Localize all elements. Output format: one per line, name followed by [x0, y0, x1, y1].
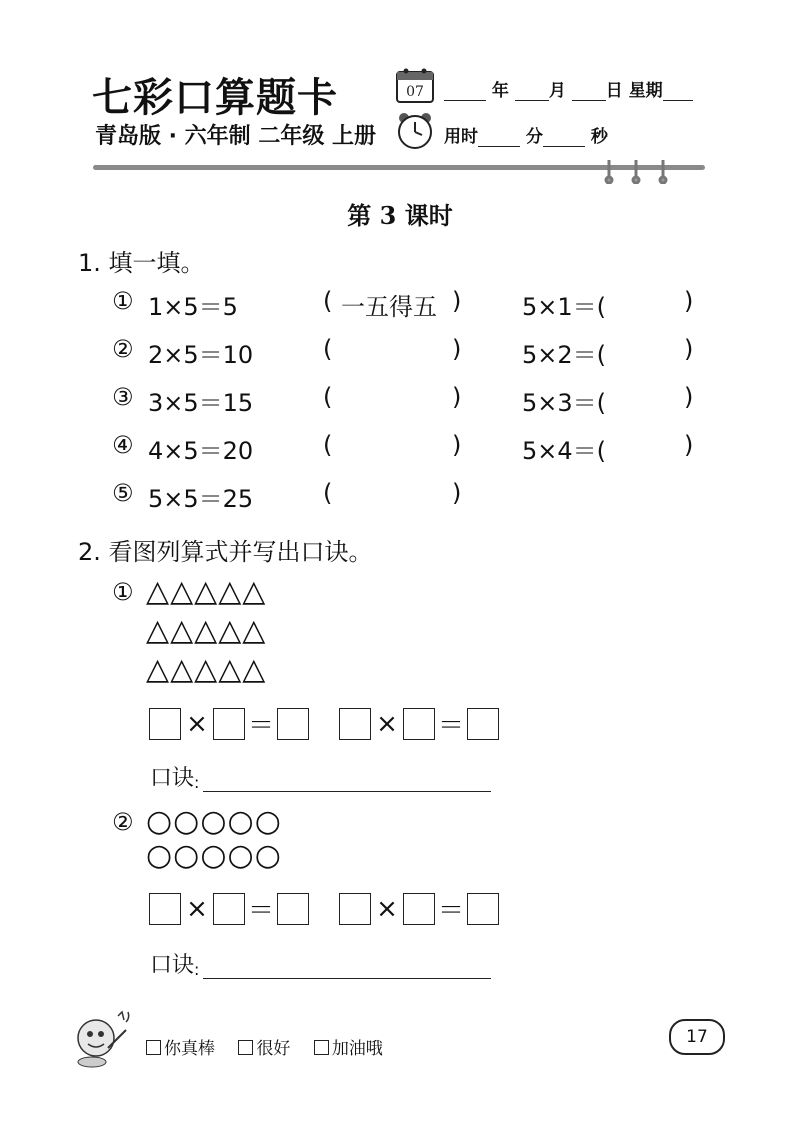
koujue-answer-line[interactable] — [203, 769, 491, 792]
koujue-colon: : — [194, 960, 200, 979]
reverse-expression: 5×1＝( — [522, 293, 607, 321]
day-line[interactable] — [572, 82, 606, 101]
self-evaluation — [146, 1034, 401, 1059]
checkbox-icon[interactable] — [238, 1040, 253, 1055]
times-sign: × — [186, 893, 208, 924]
triangle-row: △△△△△ — [146, 574, 267, 609]
close-paren: ) — [684, 335, 694, 363]
reverse-expression: 5×4＝( — [522, 437, 607, 465]
circle-row: ○○○○○ — [146, 838, 282, 873]
multiplication-expression: 4×5＝20 — [148, 437, 254, 465]
month-label: 月 — [548, 81, 566, 101]
answer-box[interactable] — [403, 708, 435, 740]
koujue-label: 口诀 — [150, 953, 195, 978]
question-1-title: 1. 填一填。 — [78, 249, 205, 277]
open-paren: ( — [323, 479, 333, 507]
item-number: ① — [112, 287, 134, 315]
calendar-day: 07 — [406, 84, 424, 100]
close-paren: ) — [684, 431, 694, 459]
answer-box[interactable] — [149, 893, 181, 925]
time-fields — [444, 122, 608, 147]
brand-title: 七彩口算题卡 — [92, 74, 338, 121]
answer-box[interactable] — [467, 708, 499, 740]
edition-label: 青岛版 · 六年制 二年级 上册 — [95, 124, 376, 149]
time-label: 用时 — [444, 127, 478, 147]
minutes-label: 分 — [525, 127, 543, 147]
open-paren: ( — [323, 383, 333, 411]
item-number: ⑤ — [112, 479, 134, 507]
multiplication-expression: 5×5＝25 — [148, 485, 254, 513]
page-number: 17 — [669, 1019, 725, 1055]
equals-sign: ＝ — [247, 896, 274, 926]
equals-sign: ＝ — [437, 896, 464, 926]
koujue-line-2 — [150, 948, 491, 979]
minutes-line[interactable] — [478, 128, 520, 147]
equation-row-2 — [149, 890, 499, 927]
open-paren: ( — [323, 287, 333, 315]
koujue-line-1 — [150, 761, 491, 792]
reverse-expression: 5×2＝( — [522, 341, 607, 369]
equals-sign: ＝ — [437, 711, 464, 741]
calendar-icon — [395, 66, 435, 108]
answer-box[interactable] — [149, 708, 181, 740]
question-2-title: 2. 看图列算式并写出口诀。 — [78, 538, 373, 566]
koujue-answer-line[interactable] — [203, 956, 491, 979]
koujue-label: 口诀 — [150, 766, 195, 791]
part-1-number: ① — [112, 578, 134, 606]
checkbox-icon[interactable] — [146, 1040, 161, 1055]
close-paren: ) — [452, 383, 462, 411]
close-paren: ) — [452, 479, 462, 507]
mascot-icon — [70, 1008, 136, 1074]
seconds-label: 秒 — [590, 127, 608, 147]
answer-box[interactable] — [467, 893, 499, 925]
koujue-colon: : — [194, 773, 200, 792]
answer-box[interactable] — [277, 893, 309, 925]
date-fields — [444, 76, 693, 101]
weekday-label: 星期 — [628, 81, 663, 101]
year-line[interactable] — [444, 82, 486, 101]
open-paren: ( — [323, 431, 333, 459]
times-sign: × — [376, 708, 398, 739]
triangle-row: △△△△△ — [146, 613, 267, 648]
day-label: 日 — [605, 81, 623, 101]
close-paren: ) — [452, 431, 462, 459]
answer-box[interactable] — [339, 708, 371, 740]
equals-sign: ＝ — [247, 711, 274, 741]
mnemonic-answer[interactable]: 一五得五 — [341, 293, 437, 321]
reverse-expression: 5×3＝( — [522, 389, 607, 417]
answer-box[interactable] — [339, 893, 371, 925]
item-number: ③ — [112, 383, 134, 411]
clock-icon — [395, 110, 435, 154]
eval-option[interactable]: 你真棒 — [146, 1039, 215, 1059]
close-paren: ) — [684, 287, 694, 315]
close-paren: ) — [684, 383, 694, 411]
year-label: 年 — [491, 81, 509, 101]
item-number: ② — [112, 335, 134, 363]
month-line[interactable] — [515, 82, 549, 101]
times-sign: × — [186, 708, 208, 739]
answer-box[interactable] — [213, 893, 245, 925]
open-paren: ( — [323, 335, 333, 363]
eval-option[interactable]: 加油哦 — [314, 1039, 383, 1059]
answer-box[interactable] — [403, 893, 435, 925]
triangle-row: △△△△△ — [146, 652, 267, 687]
weekday-line[interactable] — [663, 82, 693, 101]
lesson-title: 第 3 课时 — [347, 201, 453, 230]
checkbox-icon[interactable] — [314, 1040, 329, 1055]
multiplication-expression: 2×5＝10 — [148, 341, 254, 369]
seconds-line[interactable] — [543, 128, 585, 147]
item-number: ④ — [112, 431, 134, 459]
answer-box[interactable] — [213, 708, 245, 740]
times-sign: × — [376, 893, 398, 924]
part-2-number: ② — [112, 808, 134, 836]
divider-pins — [603, 158, 673, 188]
answer-box[interactable] — [277, 708, 309, 740]
circle-row: ○○○○○ — [146, 804, 282, 839]
multiplication-expression: 1×5＝5 — [148, 293, 238, 321]
multiplication-expression: 3×5＝15 — [148, 389, 254, 417]
close-paren: ) — [452, 335, 462, 363]
eval-option[interactable]: 很好 — [238, 1039, 290, 1059]
close-paren: ) — [452, 287, 462, 315]
equation-row-1 — [149, 705, 499, 742]
